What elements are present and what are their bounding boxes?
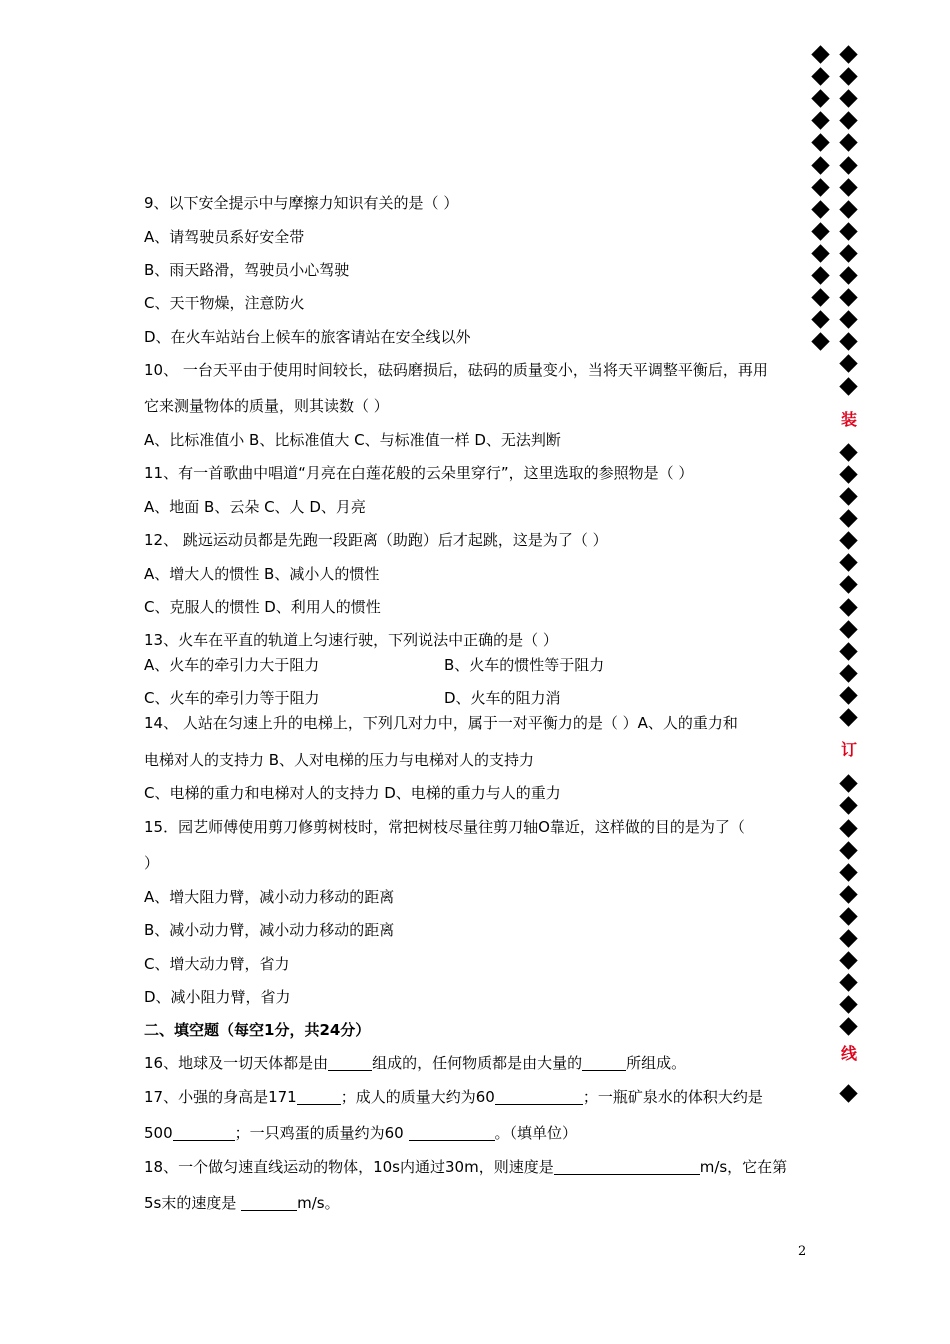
diamond-icon	[811, 178, 829, 196]
q17-part-b: ；成人的质量大约为60	[340, 1088, 495, 1106]
diamond-icon	[839, 1084, 857, 1102]
q15-option-d: D、减小阻力臂，省力	[144, 988, 291, 1006]
q10-options: A、比标准值小 B、比标准值大 C、与标准值一样 D、无法判断	[144, 431, 561, 449]
diamond-icon	[811, 266, 829, 284]
q12-stem: 12、 跳远运动员都是先跑一段距离（助跑）后才起跳，这是为了（ ）	[144, 531, 608, 549]
diamond-icon	[839, 664, 857, 682]
section2-heading: 二、填空题（每空1分，共24分）	[144, 1021, 371, 1039]
q14-stem-line3: C、电梯的重力和电梯对人的支持力 D、电梯的重力与人的重力	[144, 784, 561, 802]
diamond-icon	[839, 598, 857, 616]
binding-char-ding: 订	[840, 740, 857, 759]
q17-part-f: 。（填单位）	[494, 1124, 578, 1142]
diamond-icon	[839, 708, 857, 726]
diamond-icon	[839, 156, 857, 174]
q15-option-c: C、增大动力臂，省力	[144, 955, 290, 973]
q15-stem-line1: 15．园艺师傅使用剪刀修剪树枝时，常把树枝尽量往剪刀轴O靠近，这样做的目的是为了（	[144, 818, 745, 836]
q17-part-d: 500	[144, 1124, 173, 1142]
q16-part-a: 16、地球及一切天体都是由	[144, 1054, 329, 1072]
diamond-icon	[839, 266, 857, 284]
q17-part-a: 17、小强的身高是171	[144, 1088, 297, 1106]
diamond-icon	[811, 45, 829, 63]
diamond-icon	[839, 929, 857, 947]
diamond-icon	[839, 907, 857, 925]
diamond-icon	[839, 996, 857, 1014]
diamond-icon	[839, 112, 857, 130]
diamond-icon	[839, 863, 857, 881]
diamond-icon	[839, 885, 857, 903]
diamond-icon	[839, 465, 857, 483]
binding-char-xian: 线	[840, 1044, 857, 1063]
q16	[144, 1052, 686, 1074]
q17-blank-1[interactable]	[297, 1088, 341, 1105]
q18-part-a: 18、一个做匀速直线运动的物体，10s内通过30m，则速度是	[144, 1158, 554, 1176]
q14-stem-line2: 电梯对人的支持力 B、人对电梯的压力与电梯对人的支持力	[144, 751, 535, 769]
diamond-icon	[839, 642, 857, 660]
diamond-icon	[811, 244, 829, 262]
diamond-icon	[839, 509, 857, 527]
diamond-icon	[839, 841, 857, 859]
q18-part-c: 5s末的速度是	[144, 1194, 242, 1212]
q9-stem: 9、以下安全提示中与摩擦力知识有关的是（ ）	[144, 194, 459, 212]
q9-option-d: D、在火车站站台上候车的旅客请站在安全线以外	[144, 328, 471, 346]
q16-part-c: 所组成。	[626, 1054, 687, 1072]
q13-option-b: B、火车的惯性等于阻力	[444, 656, 605, 674]
diamond-icon	[839, 797, 857, 815]
q12-options-ab: A、增大人的惯性 B、减小人的惯性	[144, 565, 380, 583]
diamond-icon	[839, 134, 857, 152]
diamond-icon	[839, 620, 857, 638]
q18-part-d: m/s。	[297, 1194, 340, 1212]
q15-stem-line2: ）	[144, 854, 160, 872]
diamond-icon	[839, 200, 857, 218]
q16-blank-1[interactable]	[328, 1054, 372, 1071]
q18-line1	[144, 1156, 787, 1178]
q17-line2	[144, 1122, 577, 1144]
q18-blank-1[interactable]	[554, 1158, 700, 1175]
q11-stem: 11、有一首歌曲中唱道“月亮在白莲花般的云朵里穿行”，这里选取的参照物是（ ）	[144, 464, 694, 482]
q17-part-c: ；一瓶矿泉水的体积大约是	[582, 1088, 763, 1106]
q17-blank-3[interactable]	[173, 1124, 235, 1141]
q16-blank-2[interactable]	[582, 1054, 626, 1071]
q17-part-e: ；一只鸡蛋的质量约为60	[234, 1124, 409, 1142]
diamond-icon	[839, 377, 857, 395]
diamond-icon	[839, 288, 857, 306]
diamond-icon	[839, 951, 857, 969]
diamond-icon	[839, 45, 857, 63]
q18-part-b: m/s，它在第	[699, 1158, 788, 1176]
q15-option-b: B、减小动力臂，减小动力移动的距离	[144, 921, 395, 939]
q9-option-b: B、雨天路滑，驾驶员小心驾驶	[144, 261, 350, 279]
q16-part-b: 组成的，任何物质都是由大量的	[372, 1054, 583, 1072]
q17-blank-2[interactable]	[495, 1088, 583, 1105]
diamond-icon	[811, 288, 829, 306]
q13-option-d: D、火车的阻力消	[444, 689, 561, 707]
diamond-icon	[839, 89, 857, 107]
q18-blank-2[interactable]	[241, 1194, 297, 1211]
q11-options: A、地面 B、云朵 C、人 D、月亮	[144, 498, 366, 516]
diamond-icon	[839, 443, 857, 461]
diamond-icon	[839, 333, 857, 351]
diamond-icon	[839, 576, 857, 594]
q14-stem-line1: 14、 人站在匀速上升的电梯上，下列几对力中，属于一对平衡力的是（ ）A、人的重力和	[144, 714, 738, 732]
diamond-icon	[839, 554, 857, 572]
page-number: 2	[798, 1244, 807, 1259]
q13-stem: 13、火车在平直的轨道上匀速行驶，下列说法中正确的是（ ）	[144, 631, 558, 649]
diamond-icon	[811, 200, 829, 218]
diamond-icon	[839, 310, 857, 328]
diamond-icon	[811, 333, 829, 351]
diamond-icon	[839, 244, 857, 262]
diamond-icon	[811, 112, 829, 130]
q10-stem-line2: 它来测量物体的质量，则其读数（ ）	[144, 397, 389, 415]
q13-option-c: C、火车的牵引力等于阻力	[144, 689, 320, 707]
q15-option-a: A、增大阻力臂，减小动力移动的距离	[144, 888, 395, 906]
diamond-icon	[839, 531, 857, 549]
q10-stem-line1: 10、 一台天平由于使用时间较长，砝码磨损后，砝码的质量变小，当将天平调整平衡后，再用	[144, 361, 768, 379]
binding-char-zhuang: 装	[840, 410, 857, 429]
diamond-icon	[811, 310, 829, 328]
q13-option-a: A、火车的牵引力大于阻力	[144, 656, 320, 674]
q9-option-c: C、天干物燥，注意防火	[144, 294, 305, 312]
diamond-icon	[811, 156, 829, 174]
diamond-icon	[839, 973, 857, 991]
diamond-icon	[839, 1018, 857, 1036]
q18-line2	[144, 1192, 340, 1214]
diamond-icon	[839, 487, 857, 505]
diamond-icon	[839, 222, 857, 240]
diamond-icon	[811, 222, 829, 240]
q12-options-cd: C、克服人的惯性 D、利用人的惯性	[144, 598, 381, 616]
diamond-icon	[811, 89, 829, 107]
q9-option-a: A、请驾驶员系好安全带	[144, 228, 305, 246]
diamond-icon	[839, 686, 857, 704]
diamond-icon	[811, 134, 829, 152]
diamond-icon	[811, 67, 829, 85]
q17-line1	[144, 1086, 763, 1108]
diamond-icon	[839, 819, 857, 837]
diamond-icon	[839, 355, 857, 373]
diamond-icon	[839, 67, 857, 85]
q17-blank-4[interactable]	[409, 1124, 495, 1141]
diamond-icon	[839, 178, 857, 196]
diamond-icon	[839, 775, 857, 793]
